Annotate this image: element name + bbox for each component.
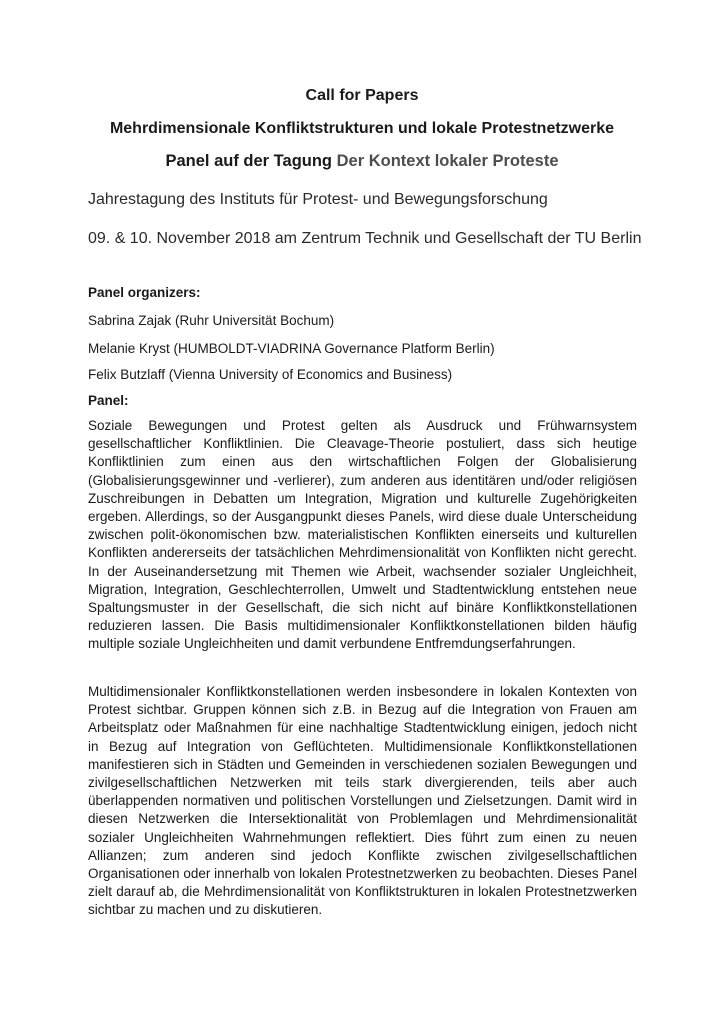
organizer-item: Sabrina Zajak (Ruhr Universität Bochum) <box>88 313 335 328</box>
organizer-item: Felix Butzlaff (Vienna University of Economics and Business) <box>88 367 453 382</box>
document-heading: Call for Papers <box>305 87 419 104</box>
conference-name: Der Kontext lokaler Proteste <box>336 152 559 170</box>
organizer-item: Melanie Kryst (HUMBOLDT-VIADRINA Governance Platform Berlin) <box>88 341 495 356</box>
body-paragraph: Multidimensionaler Konfliktkonstellationen werden insbesondere in lokalen Kontexten von Protest sichtbar. Gruppen können sich z.B. in Bezug auf die Integration von Frauen am Arbeitsplatz oder Maßnahmen für eine nachhaltige Stadtentwicklung einigen, jedoch nicht in Bezug auf Integration von Geflüchteten. Multidimensionale Konfliktkonstellationen manifestieren sich in Städten und Gemeinden in verschiedenen sozialen Bewegungen und zivilgesellschaftlichen Netzwerken mit teils stark divergierenden, teils aber auch überlappenden normativen und politischen Vorstellungen und Zielsetzungen. Damit wird in diesen Netzwerken die Intersektionalität von Problemlagen und Mehrdimensionalität sozialer Ungleichheiten Wahrnehmungen reflektiert. Dies führt zum einen zu neuen Allianzen; zum anderen sind jedoch Konflikte zwischen zivilgesellschaftlichen Organisationen oder innerhalb von lokalen Protestnetzwerken zu beobachten. Dieses Panel zielt darauf ab, die Mehrdimensionalität von Konfliktstrukturen in lokalen Protestnetzwerken sichtbar zu machen und zu diskutieren. <box>88 684 637 918</box>
panel-subtitle <box>0 152 724 171</box>
institute-line: Jahrestagung des Instituts für Protest- und Bewegungsforschung <box>88 191 548 208</box>
document-title: Mehrdimensionale Konfliktstrukturen und lokale Protestnetzwerke <box>109 120 615 137</box>
date-line: 09. & 10. November 2018 am Zentrum Technik und Gesellschaft der TU Berlin <box>88 230 642 247</box>
organizers-label: Panel organizers: <box>88 285 201 300</box>
panel-subtitle-prefix: Panel auf der Tagung <box>165 152 337 170</box>
body-paragraph: Soziale Bewegungen und Protest gelten als Ausdruck und Frühwarnsystem gesellschaftlicher Konfliktlinien. Die Cleavage-Theorie postuliert, dass sich heutige Konfliktlinien zum einen aus den wirtschaftlichen Folgen der Globalisierung (Globalisierungsgewinner und -verlierer), zum anderen aus identitären und/oder religiösen Zuschreibungen in Debatten um Integration, Migration und kulturelle Zugehörigkeiten ergeben. Allerdings, so der Ausgangpunkt dieses Panels, wird diese duale Unterscheidung zwischen polit-ökonomischen bzw. materialistischen Konflikten einerseits und kulturellen Konflikten andererseits der tatsächlichen Mehrdimensionalität von Konflikten nicht gerecht. In der Auseinandersetzung mit Themen wie Arbeit, wachsender sozialer Ungleichheit, Migration, Integration, Geschlechterrollen, Umwelt und Stadtentwicklung entstehen neue Spaltungsmuster in der Gesellschaft, die sich nicht auf binäre Konfliktkonstellationen reduzieren lassen. Die Basis multidimensionaler Konfliktkonstellationen bilden häufig multiple soziale Ungleichheiten und damit verbundene Entfremdungserfahrungen. <box>88 418 637 652</box>
panel-label: Panel: <box>88 393 129 408</box>
